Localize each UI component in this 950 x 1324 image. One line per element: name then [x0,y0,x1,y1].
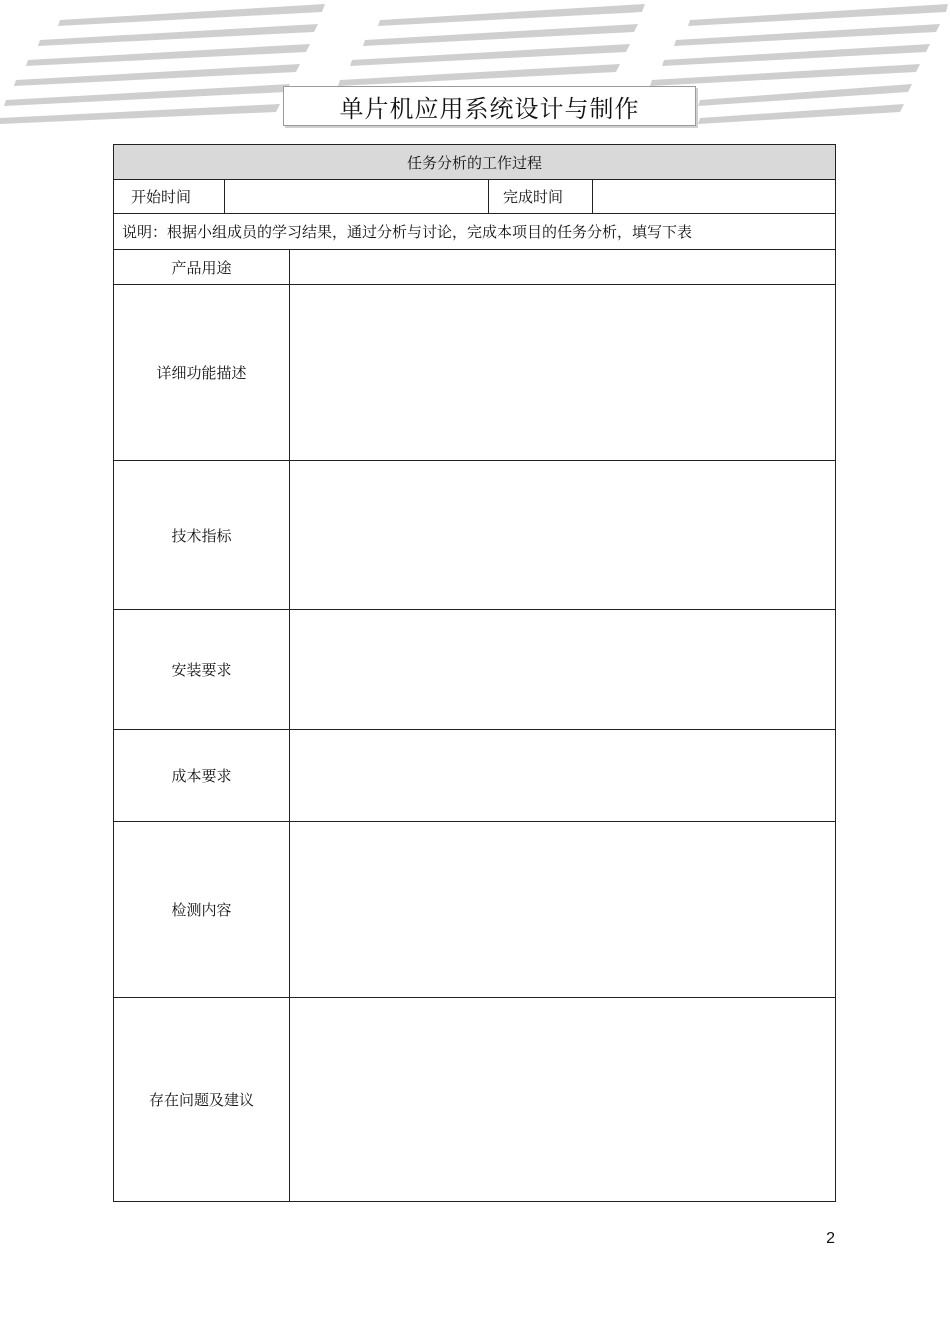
row-field-product-use[interactable] [290,250,836,285]
row-label-cost: 成本要求 [114,730,290,822]
row-label-product-use: 产品用途 [114,250,290,285]
document-title-box [283,86,696,126]
row-field-installation[interactable] [290,610,836,730]
end-time-field[interactable] [593,180,836,214]
row-label-technical-specs: 技术指标 [114,461,290,610]
row-label-issues-suggestions: 存在问题及建议 [114,998,290,1202]
document-title: 单片机应用系统设计与制作 [339,94,640,123]
row-field-inspection[interactable] [290,822,836,998]
row-field-cost[interactable] [290,730,836,822]
start-time-field[interactable] [225,180,489,214]
start-time-label: 开始时间 [114,180,225,214]
instruction-note: 说明：根据小组成员的学习结果，通过分析与讨论，完成本项目的任务分析，填写下表 [114,214,836,250]
row-label-inspection: 检测内容 [114,822,290,998]
row-label-installation: 安装要求 [114,610,290,730]
row-field-technical-specs[interactable] [290,461,836,610]
row-label-function-description: 详细功能描述 [114,285,290,461]
sheet-title: 任务分析的工作过程 [114,145,836,180]
page-number: 2 [826,1230,835,1247]
row-field-function-description[interactable] [290,285,836,461]
row-field-issues-suggestions[interactable] [290,998,836,1202]
end-time-label: 完成时间 [489,180,593,214]
task-analysis-table [113,144,836,1202]
